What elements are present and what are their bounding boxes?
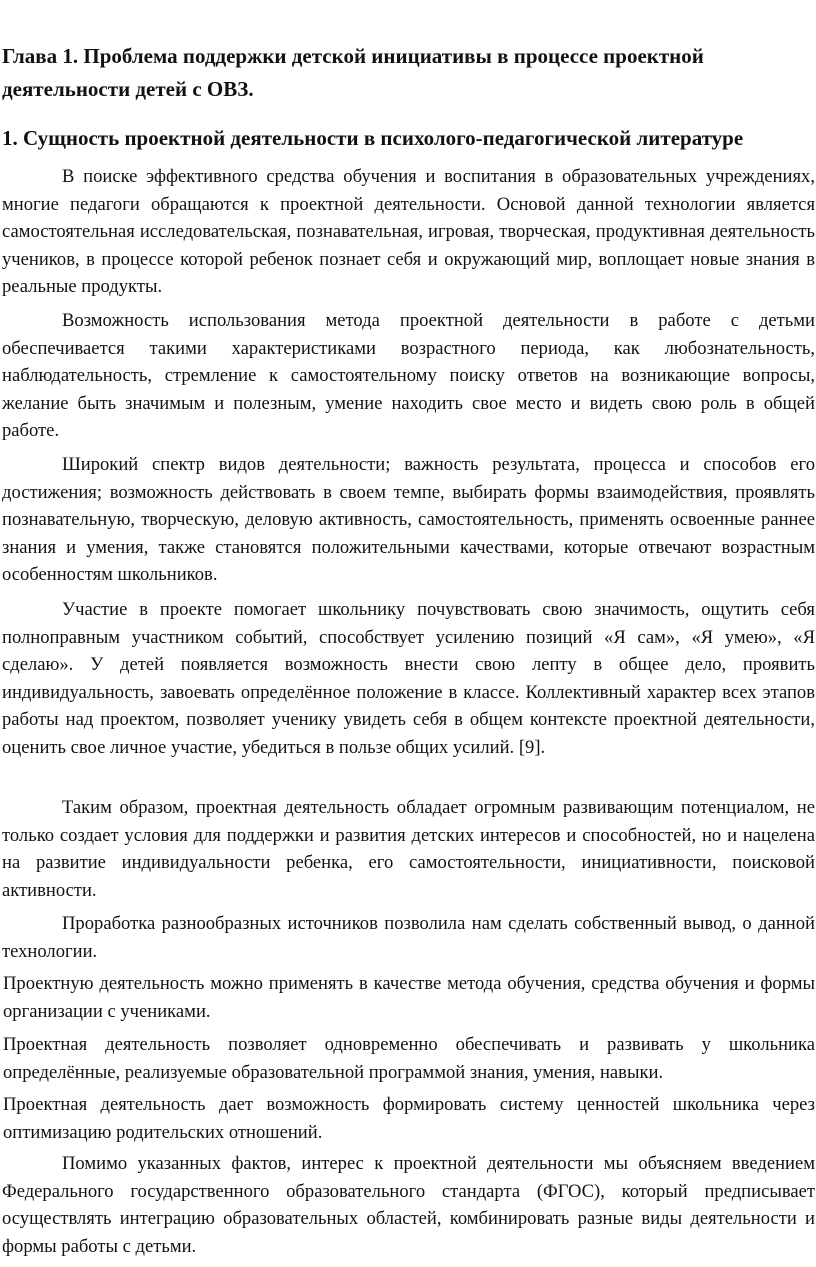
chapter-title: Глава 1. Проблема поддержки детской инициативы в процессе проектной деятельности детей с ОВЗ. <box>2 44 704 101</box>
paragraph: Участие в проекте помогает школьнику почувствовать свою значимость, ощутить себя полноправным участником событий, способствует усилению позиций «Я сам», «Я умею», «Я сделаю». У детей появляется возможность внести свою лепту в общее дело, проявить индивидуальность, завоевать определённое положение в классе. Коллективный характер всех этапов работы над проектом, позволяет ученику увидеть себя в общем контексте проектной деятельности, оценить свое личное участие, убедиться в пользе общих усилий. [9]. <box>2 599 815 758</box>
paragraph: Проектную деятельность можно применять в качестве метода обучения, средства обучения и формы организации с учениками. <box>3 973 815 1022</box>
paragraph: Помимо указанных фактов, интерес к проектной деятельности мы объясняем введением Федерального государственного образовательного стандарта (ФГОС), который предписывает осуществлять интеграцию образовательных областей, комбинировать разные виды деятельности и формы работы с детьми. <box>2 1153 815 1257</box>
paragraph: Проработка разнообразных источников позволила нам сделать собственный вывод, о данной технологии. <box>2 913 815 962</box>
paragraph: Возможность использования метода проектной деятельности в работе с детьми обеспечивается такими характеристиками возрастного периода, как любознательность, наблюдательность, стремление к самостоятельному поиску ответов на возникающие вопросы, желание быть значимым и полезным, умение находить свое место и видеть свою роль в общей работе. <box>2 310 815 442</box>
paragraph: Проектная деятельность позволяет одновременно обеспечивать и развивать у школьника определённые, реализуемые образовательной программой знания, умения, навыки. <box>3 1034 815 1083</box>
paragraph: Широкий спектр видов деятельности; важность результата, процесса и способов его достижения; возможность действовать в своем темпе, выбирать формы взаимодействия, проявлять познавательную, творческую, деловую активность, самостоятельность, применять освоенные раннее знания и умения, также становятся положительными качествами, которые отвечают возрастным особенностям школьников. <box>2 454 815 586</box>
paragraph: Проектная деятельность дает возможность формировать систему ценностей школьника через оптимизацию родительских отношений. <box>3 1094 815 1143</box>
paragraph: В поиске эффективного средства обучения и воспитания в образовательных учреждениях, многие педагоги обращаются к проектной деятельности. Основой данной технологии является самостоятельная исследовательская, познавательная, игровая, творческая, продуктивная деятельность учеников, в процессе которой ребенок познает себя и окружающий мир, воплощает новые знания в реальные продукты. <box>2 166 815 298</box>
paragraph: Таким образом, проектная деятельность обладает огромным развивающим потенциалом, не только создает условия для поддержки и развития детских интересов и способностей, но и нацелена на развитие индивидуальности ребенка, его самостоятельности, инициативности, поисковой активности. <box>2 797 815 901</box>
section-title: 1. Сущность проектной деятельности в психолого-педагогической литературе <box>2 126 744 150</box>
